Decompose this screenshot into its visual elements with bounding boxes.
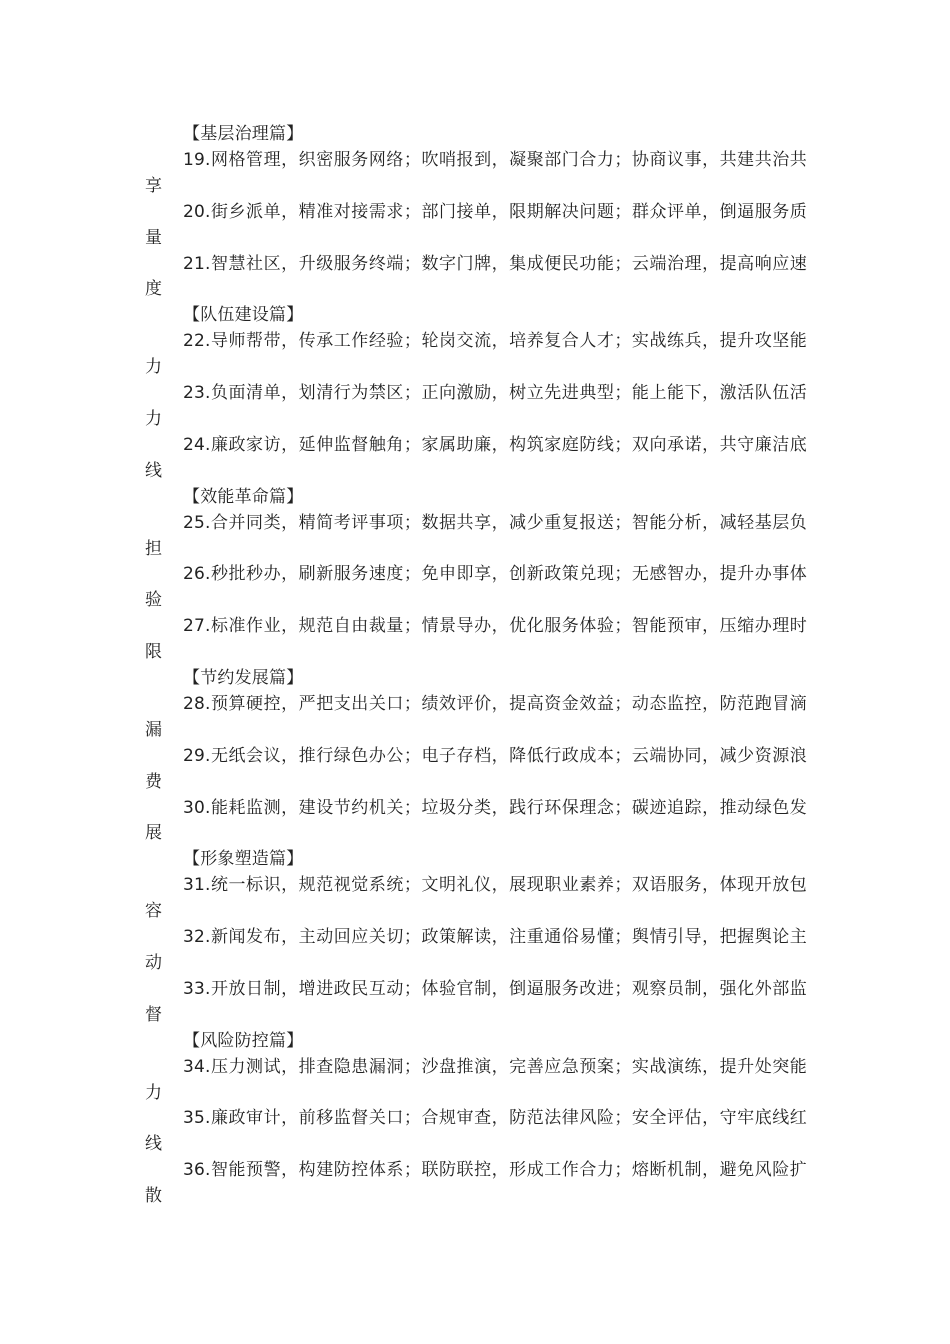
section-team-building <box>145 303 807 484</box>
list-item: 32.新闻发布，主动回应关切；政策解读，注重通俗易懂；舆情引导，把握舆论主动 <box>145 927 807 973</box>
section-heading: 【基层治理篇】 <box>183 124 304 144</box>
list-item: 26.秒批秒办，刷新服务速度；免申即享，创新政策兑现；无感智办，提升办事体验 <box>145 564 807 611</box>
section-heading: 【形象塑造篇】 <box>183 849 304 870</box>
list-item: 27.标准作业，规范自由裁量；情景导办，优化服务体验；智能预审，压缩办理时限 <box>145 616 807 663</box>
list-item: 35.廉政审计，前移监督关口；合规审查，防范法律风险；安全评估，守牢底线红线 <box>145 1108 807 1155</box>
list-item: 36.智能预警，构建防控体系；联防联控，形成工作合力；熔断机制，避免风险扩散 <box>145 1160 807 1207</box>
section-heading: 【队伍建设篇】 <box>183 305 304 326</box>
list-item: 34.压力测试，排查隐患漏洞；沙盘推演，完善应急预案；实战演练，提升处突能力 <box>145 1056 807 1103</box>
section-image-building <box>145 847 807 1028</box>
list-item: 24.廉政家访，延伸监督触角；家属助廉，构筑家庭防线；双向承诺，共守廉洁底线 <box>145 434 807 481</box>
list-item: 21.智慧社区，升级服务终端；数字门牌，集成便民功能；云端治理，提高响应速度 <box>145 253 807 300</box>
list-item: 22.导师帮带，传承工作经验；轮岗交流，培养复合人才；实战练兵，提升攻坚能力 <box>145 331 807 378</box>
section-frugal-development <box>145 666 807 847</box>
list-item: 31.统一标识，规范视觉系统；文明礼仪，展现职业素养；双语服务，体现开放包容 <box>145 875 807 922</box>
list-item: 30.能耗监测，建设节约机关；垃圾分类，践行环保理念；碳迹追踪，推动绿色发展 <box>145 797 807 844</box>
document-page <box>145 122 807 1210</box>
section-heading: 【风险防控篇】 <box>183 1030 304 1051</box>
section-risk-control <box>145 1029 807 1210</box>
section-efficiency-revolution <box>145 485 807 666</box>
list-item: 23.负面清单，划清行为禁区；正向激励，树立先进典型；能上能下，激活队伍活力 <box>145 383 807 429</box>
list-item: 29.无纸会议，推行绿色办公；电子存档，降低行政成本；云端协同，减少资源浪费 <box>145 745 807 792</box>
section-heading: 【节约发展篇】 <box>183 668 304 689</box>
list-item: 25.合并同类，精简考评事项；数据共享，减少重复报送；智能分析，减轻基层负担 <box>145 512 807 559</box>
list-item: 20.街乡派单，精准对接需求；部门接单，限期解决问题；群众评单，倒逼服务质量 <box>145 201 807 248</box>
section-heading: 【效能革命篇】 <box>183 486 304 507</box>
list-item: 33.开放日制，增进政民互动；体验官制，倒逼服务改进；观察员制，强化外部监督 <box>145 978 807 1025</box>
section-grassroots-governance <box>145 122 807 303</box>
list-item: 28.预算硬控，严把支出关口；绩效评价，提高资金效益；动态监控，防范跑冒滴漏 <box>145 693 807 740</box>
list-item: 19.网格管理，织密服务网络；吹哨报到，凝聚部门合力；协商议事，共建共治共享 <box>145 149 807 196</box>
